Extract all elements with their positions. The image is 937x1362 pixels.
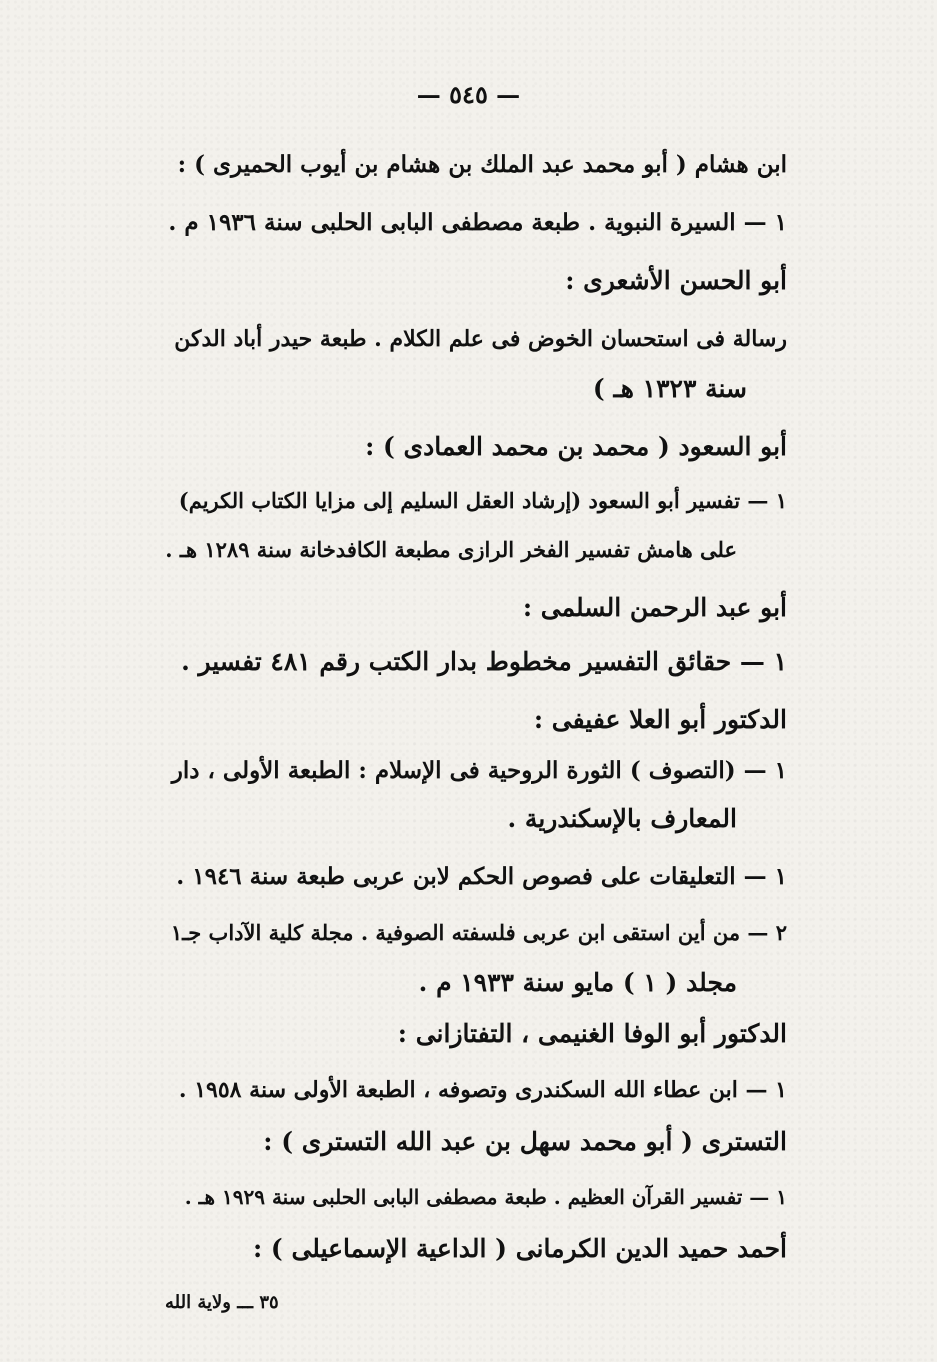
entry-heading-kirmani: أحمد حميد الدين الكرمانى ( الداعية الإسماعيلى ) :: [253, 1234, 787, 1263]
entry-item: ١ — ابن عطاء الله السكندرى وتصوفه ، الطبعة الأولى سنة ١٩٥٨ .: [178, 1077, 787, 1103]
entry-heading-afifi: الدكتور أبو العلا عفيفى :: [533, 705, 787, 734]
entry-heading-taftazani: الدكتور أبو الوفا الغنيمى ، التفتازانى :: [397, 1019, 787, 1048]
entry-item: ١ — حقائق التفسير مخطوط بدار الكتب رقم ٤٨١ تفسير .: [181, 647, 787, 676]
entry-item-continuation: سنة ١٣٢٣ هـ ): [592, 374, 747, 403]
entry-item: ١ — السيرة النبوية . طبعة مصطفى البابى الحلبى سنة ١٩٣٦ م .: [168, 209, 787, 236]
entry-item: ١ — (التصوف ) الثورة الروحية فى الإسلام : الطبعة الأولى ، دار: [171, 757, 787, 784]
entry-heading-sulami: أبو عبد الرحمن السلمى :: [522, 593, 787, 622]
entry-heading-ibn-hisham: ابن هشام ( أبو محمد عبد الملك بن هشام بن أيوب الحميرى ) :: [177, 151, 787, 178]
entry-heading-ashari: أبو الحسن الأشعرى :: [565, 266, 787, 295]
entry-item: ٢ — من أين استقى ابن عربى فلسفته الصوفية . مجلة كلية الآداب جـ١: [170, 920, 787, 945]
entry-item: ١ — تفسير أبو السعود (إرشاد العقل السليم إلى مزايا الكتاب الكريم): [178, 488, 787, 513]
page-number: — ٥٤٥ —: [416, 80, 521, 109]
entry-heading-tustari: التسترى ( أبو محمد سهل بن عبد الله التسترى ) :: [263, 1127, 787, 1156]
entry-item-continuation: على هامش تفسير الفخر الرازى مطبعة الكافدخانة سنة ١٢٨٩ هـ .: [165, 537, 737, 562]
entry-item: رسالة فى استحسان الخوض فى علم الكلام . طبعة حيدر أباد الدكن: [174, 326, 787, 352]
entry-item: ١ — تفسير القرآن العظيم . طبعة مصطفى البابى الحلبى سنة ١٩٢٩ هـ .: [184, 1185, 787, 1209]
entry-heading-abu-al-saud: أبو السعود ( محمد بن محمد العمادى ) :: [365, 432, 787, 461]
entry-item-continuation: مجلد ( ١ ) مايو سنة ١٩٣٣ م .: [418, 968, 737, 997]
entry-item: ١ — التعليقات على فصوص الحكم لابن عربى طبعة سنة ١٩٤٦ .: [176, 863, 787, 890]
footer-signature: ٣٥ ـــ ولاية الله: [165, 1292, 279, 1313]
entry-item-continuation: المعارف بالإسكندرية .: [507, 804, 737, 833]
